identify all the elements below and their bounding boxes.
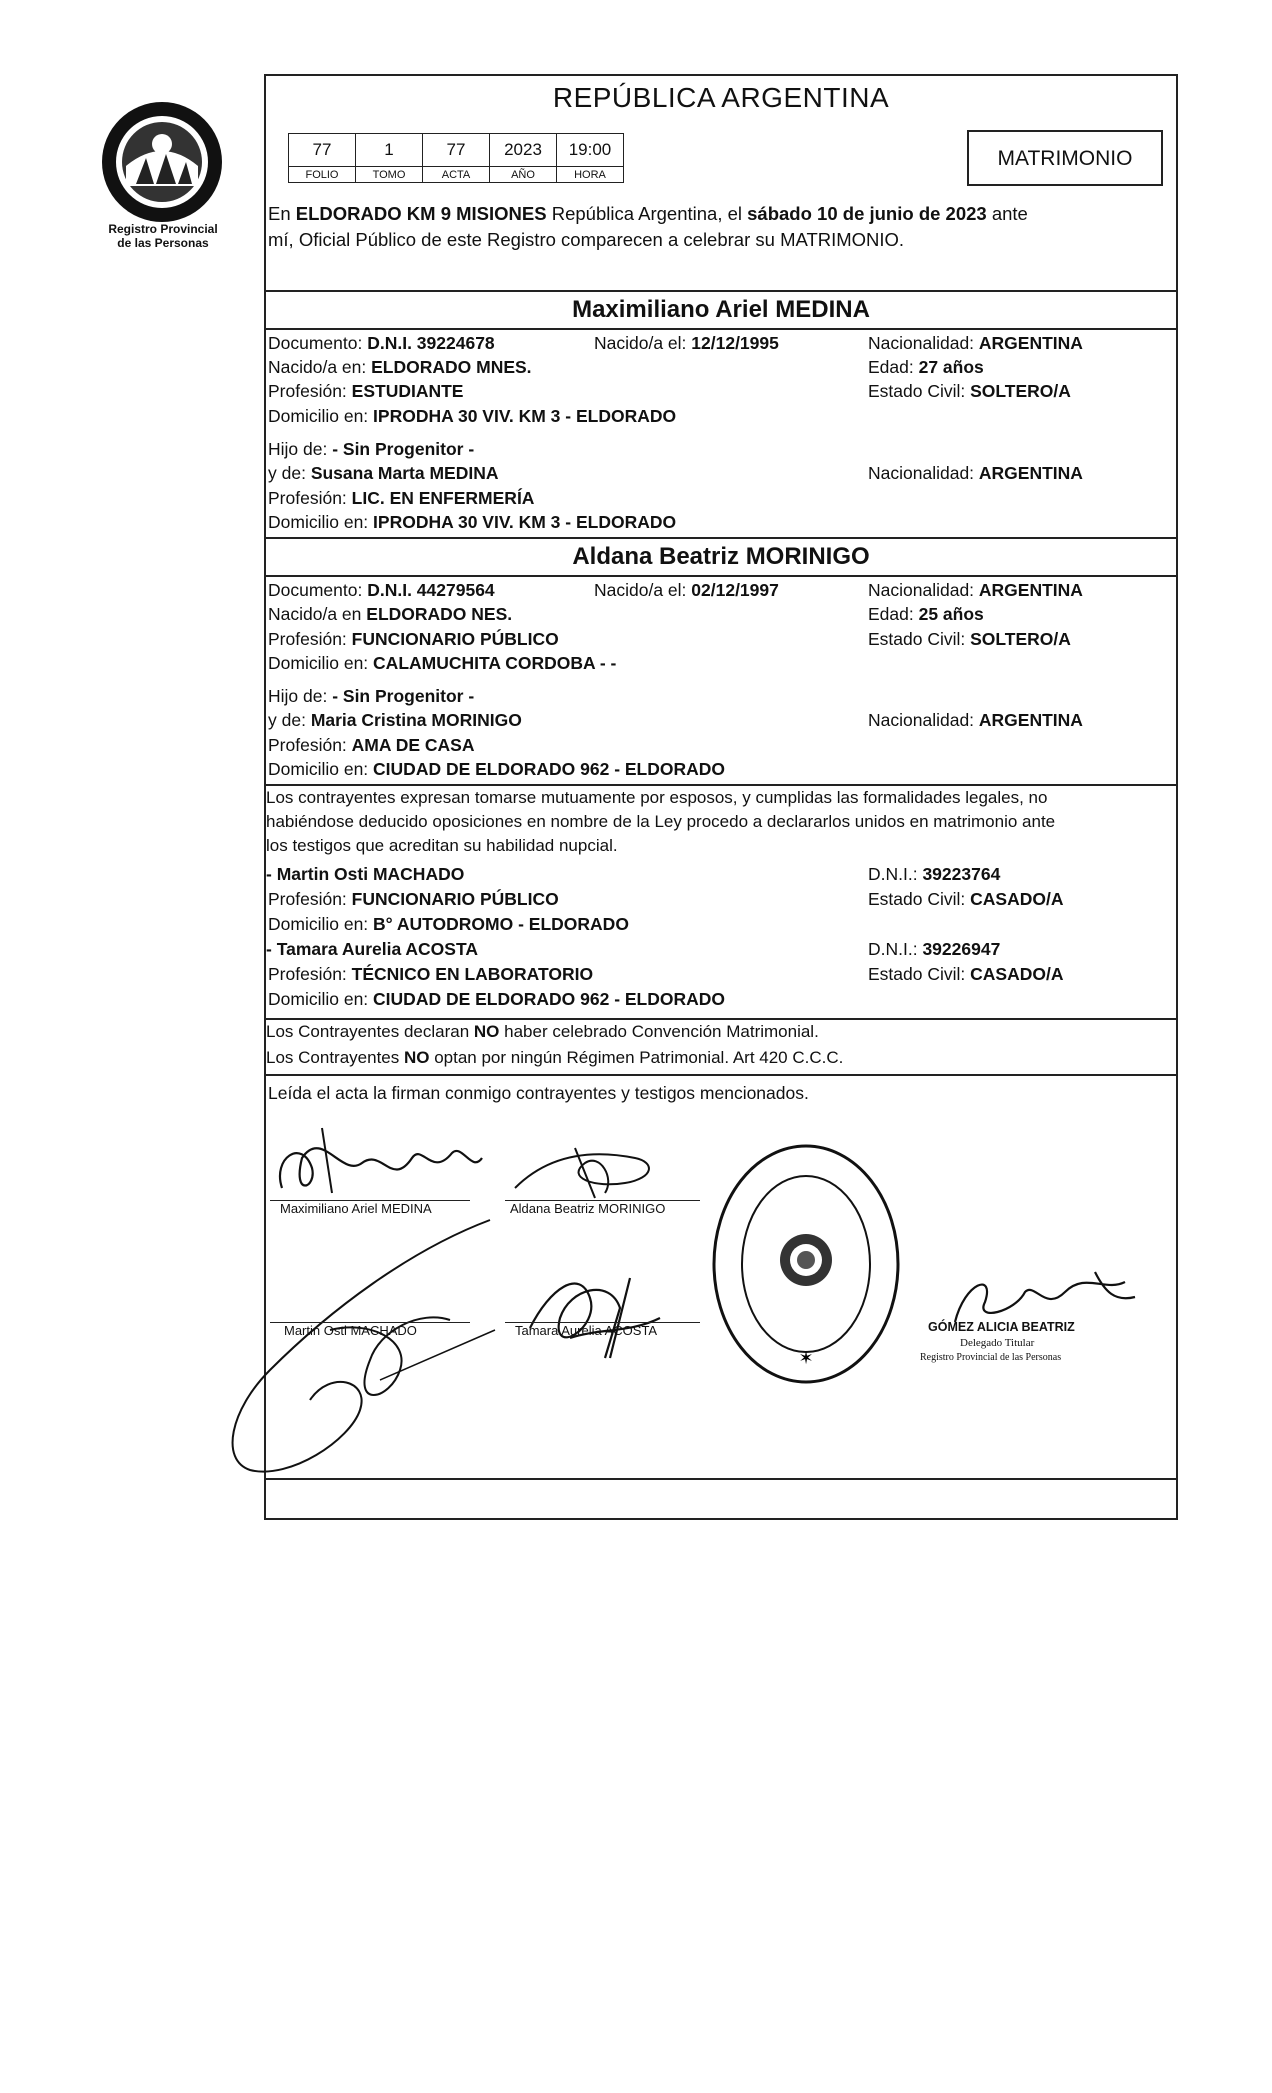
spouse2-birthplace: Nacido/a en ELDORADO NES.	[268, 604, 513, 624]
witness2-civil-status: Estado Civil: CASADO/A	[868, 964, 1064, 984]
regime-line2: Los Contrayentes NO optan por ningún Régimen Patrimonial. Art 420 C.C.C.	[266, 1048, 844, 1067]
spouse1-name: Maximiliano Ariel MEDINA	[572, 296, 870, 323]
divider	[264, 1074, 1178, 1076]
witness2-name: - Tamara Aurelia ACOSTA	[266, 939, 478, 959]
witness1-signature	[210, 1210, 510, 1480]
witness2-signature-label: Tamara Aurelia ACOSTA	[515, 1323, 658, 1338]
declaration-line2: habiéndose deducido oposiciones en nombre de la Ley procedo a declararlos unidos en matrimonio ante	[266, 812, 1056, 831]
spouse2-signature	[505, 1138, 675, 1208]
intro-line2: mí, Oficial Público de este Registro comparecen a celebrar su MATRIMONIO.	[268, 229, 905, 250]
official-stamp	[708, 1142, 904, 1386]
regime-line1: Los Contrayentes declaran NO haber celebrado Convención Matrimonial.	[266, 1022, 819, 1041]
spouse2-age: Edad: 25 años	[868, 604, 984, 624]
tomo-label: TOMO	[356, 167, 423, 183]
closing-text: Leída el acta la firman conmigo contrayentes y testigos mencionados.	[268, 1083, 809, 1103]
spouse1-nationality: Nacionalidad: ARGENTINA	[868, 333, 1083, 353]
divider	[264, 575, 1178, 577]
hora-value: 19:00	[557, 134, 624, 167]
registry-data-table	[288, 133, 624, 183]
divider	[264, 328, 1178, 330]
spouse1-parent2-address: Domicilio en: IPRODHA 30 VIV. KM 3 - ELDORADO	[268, 512, 677, 532]
witness2-profession: Profesión: TÉCNICO EN LABORATORIO	[268, 964, 594, 984]
spouse2-document: Documento: D.N.I. 44279564	[268, 580, 495, 600]
official-role: Delegado Titular	[960, 1337, 1035, 1349]
spouse1-parent2-profession: Profesión: LIC. EN ENFERMERÍA	[268, 488, 535, 508]
declaration-line1: Los contrayentes expresan tomarse mutuamente por esposos, y cumplidas las formalidades legales, no	[266, 788, 1048, 807]
witness1-civil-status: Estado Civil: CASADO/A	[868, 889, 1064, 909]
svg-text:✶: ✶	[798, 1348, 814, 1369]
spouse2-profession: Profesión: FUNCIONARIO PÚBLICO	[268, 629, 559, 649]
spouse2-birthdate: Nacido/a el: 02/12/1997	[594, 580, 779, 600]
spouse2-civil-status: Estado Civil: SOLTERO/A	[868, 629, 1071, 649]
spouse1-parent1: Hijo de: - Sin Progenitor -	[268, 439, 475, 459]
witness1-dni: D.N.I.: 39223764	[868, 864, 1001, 884]
spouse1-birthplace: Nacido/a en: ELDORADO MNES.	[268, 357, 532, 377]
witness1-profession: Profesión: FUNCIONARIO PÚBLICO	[268, 889, 559, 909]
spouse2-parent2: y de: Maria Cristina MORINIGO	[268, 710, 522, 730]
anio-label: AÑO	[490, 167, 557, 183]
spouse2-address: Domicilio en: CALAMUCHITA CORDOBA - -	[268, 653, 617, 673]
spouse1-parent2: y de: Susana Marta MEDINA	[268, 463, 499, 483]
page-title: REPÚBLICA ARGENTINA	[552, 82, 890, 113]
official-name: GÓMEZ ALICIA BEATRIZ	[928, 1320, 1075, 1334]
spouse1-parent2-nationality: Nacionalidad: ARGENTINA	[868, 463, 1083, 483]
divider	[264, 537, 1178, 539]
anio-value: 2023	[490, 134, 557, 167]
acta-label: ACTA	[423, 167, 490, 183]
spouse2-name: Aldana Beatriz MORINIGO	[572, 543, 870, 570]
spouse1-address: Domicilio en: IPRODHA 30 VIV. KM 3 - ELDORADO	[268, 406, 677, 426]
spouse2-signature-label: Aldana Beatriz MORINIGO	[510, 1201, 666, 1216]
spouse1-signature-label: Maximiliano Ariel MEDINA	[280, 1201, 432, 1216]
official-office: Registro Provincial de las Personas	[920, 1352, 1062, 1363]
witness1-address: Domicilio en: B° AUTODROMO - ELDORADO	[268, 914, 629, 934]
registry-caption: Registro Provincial de las Personas	[108, 222, 218, 250]
acta-value: 77	[423, 134, 490, 167]
spouse1-civil-status: Estado Civil: SOLTERO/A	[868, 381, 1071, 401]
spouse2-parent1: Hijo de: - Sin Progenitor -	[268, 686, 475, 706]
spouse2-nationality: Nacionalidad: ARGENTINA	[868, 580, 1083, 600]
spouse1-birthdate: Nacido/a el: 12/12/1995	[594, 333, 779, 353]
folio-label: FOLIO	[289, 167, 356, 183]
declaration-line3: los testigos que acreditan su habilidad nupcial.	[266, 836, 618, 855]
hora-label: HORA	[557, 167, 624, 183]
misiones-emblem-logo	[96, 96, 228, 228]
intro-line1: En ELDORADO KM 9 MISIONES República Argentina, el sábado 10 de junio de 2023 ante	[268, 203, 1028, 224]
witness2-address: Domicilio en: CIUDAD DE ELDORADO 962 - ELDORADO	[268, 989, 726, 1009]
spouse2-parent2-nationality: Nacionalidad: ARGENTINA	[868, 710, 1083, 730]
spouse1-age: Edad: 27 años	[868, 357, 984, 377]
spouse2-parent2-profession: Profesión: AMA DE CASA	[268, 735, 475, 755]
witness1-signature-label: Martin Osti MACHADO	[284, 1323, 417, 1338]
tomo-value: 1	[356, 134, 423, 167]
spouse1-document: Documento: D.N.I. 39224678	[268, 333, 495, 353]
act-type-box: MATRIMONIO	[967, 130, 1163, 186]
divider	[264, 290, 1178, 292]
witness1-name: - Martin Osti MACHADO	[266, 864, 465, 884]
witness2-signature	[510, 1258, 670, 1368]
witness2-dni: D.N.I.: 39226947	[868, 939, 1001, 959]
spouse2-parent2-address: Domicilio en: CIUDAD DE ELDORADO 962 - ELDORADO	[268, 759, 726, 779]
spouse1-signature	[262, 1118, 492, 1208]
spouse1-profession: Profesión: ESTUDIANTE	[268, 381, 464, 401]
folio-value: 77	[289, 134, 356, 167]
